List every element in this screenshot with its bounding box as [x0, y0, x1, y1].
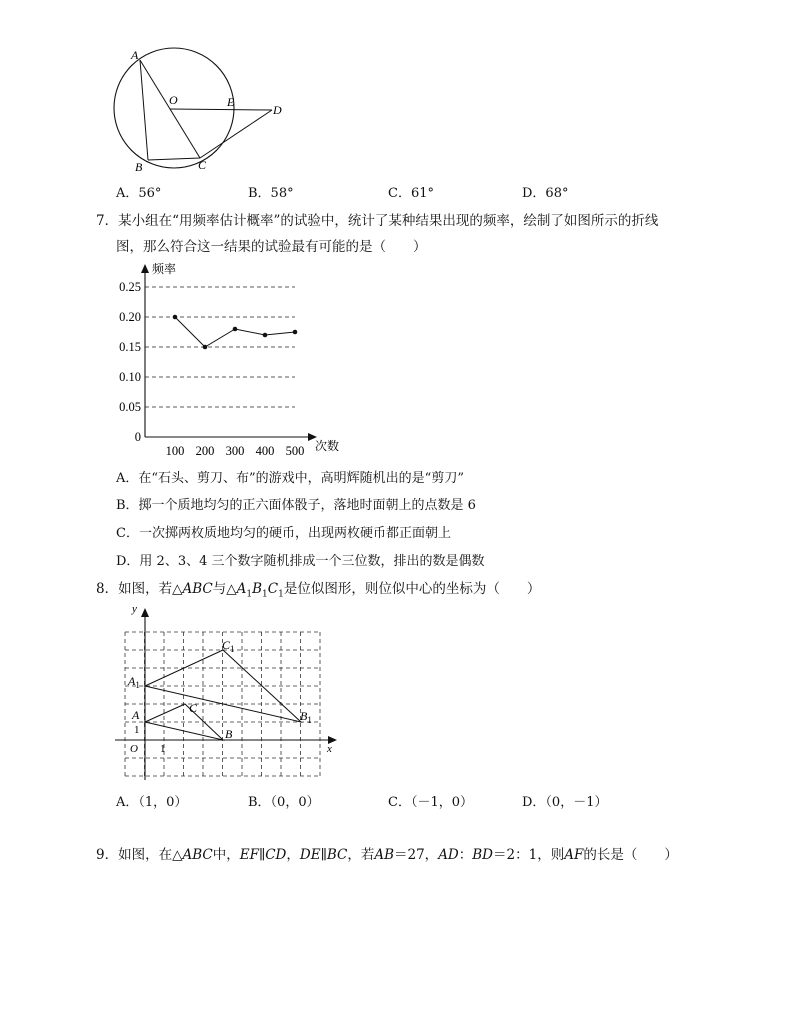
data-point [173, 315, 178, 320]
data-point [263, 333, 268, 338]
y-tick-label: 0.15 [119, 340, 141, 354]
label-one-x: 1 [160, 743, 166, 755]
label-a1: $A_1$ [128, 674, 140, 690]
label-b: B [135, 160, 143, 174]
label-a: A [132, 708, 140, 722]
q6-option-a: A．56° [116, 186, 162, 201]
q7-option-a: A．在“石头、剪刀、布”的游戏中，高明辉随机出的是“剪刀” [116, 471, 464, 486]
segment-oe [170, 109, 272, 110]
q7-stem-line2: 图，那么符合这一结果的试验最有可能的是（ ） [116, 239, 427, 255]
segment-bc [148, 158, 200, 160]
homothety-grid-figure [115, 600, 345, 785]
circle-figure [100, 40, 300, 175]
q8-y-arrow [141, 608, 149, 617]
label-c: C [198, 158, 207, 172]
circle-o [114, 48, 234, 168]
q6-option-c: C．61° [388, 186, 434, 201]
y-tick-label: 0.10 [119, 370, 141, 384]
x-tick-label: 400 [255, 444, 275, 458]
y-axis-arrow [141, 264, 149, 273]
x-axis-label: 次数 [315, 439, 340, 453]
y-tick-label: 0 [134, 430, 141, 444]
data-point [293, 330, 298, 335]
label-b: B [225, 727, 233, 741]
x-tick-label: 100 [165, 444, 185, 458]
q8-option-d: D．（0，－1） [522, 795, 608, 810]
q8-option-c: C．（－1，0） [388, 795, 473, 810]
y-tick-label: 0.20 [119, 310, 141, 324]
series-line [175, 317, 295, 347]
label-origin: O [130, 743, 138, 755]
label-c: C [189, 701, 198, 715]
q6-option-d: D．68° [522, 186, 569, 201]
label-one: 1 [134, 724, 140, 736]
label-d: D [273, 103, 282, 117]
frequency-line-chart [100, 255, 350, 460]
label-x: x [327, 743, 332, 755]
data-point [203, 345, 208, 350]
label-c1: $C_1$ [222, 638, 235, 654]
y-tick-label: 0.05 [119, 400, 141, 414]
q8-option-a: A．（1，0） [116, 795, 188, 810]
q8-stem: 8．如图，若△ABC与$\triangle A_1B_1C_1$是位似图形，则位似中心的坐标为（ ） [96, 581, 541, 600]
x-tick-label: 300 [225, 444, 245, 458]
q9-stem: 9．如图，在△ABC中，EF∥CD，DE∥BC，若AB＝27，AD：BD＝2：1，则AF的长是（ ） [96, 847, 678, 863]
q7-option-c: C．一次掷两枚质地均匀的硬币，出现两枚硬币都正面朝上 [116, 526, 451, 541]
y-tick-label: 0.25 [119, 280, 141, 294]
q6-option-b: B．58° [248, 186, 294, 201]
x-tick-label: 200 [195, 444, 215, 458]
x-tick-label: 500 [285, 444, 305, 458]
q7-option-d: D．用 2、3、4 三个数字随机排成一个三位数，排出的数是偶数 [116, 554, 485, 569]
data-point [233, 327, 238, 332]
label-e: E [227, 95, 235, 109]
label-a: A [131, 48, 139, 62]
label-y: y [132, 603, 137, 615]
q7-option-b: B．掷一个质地均匀的正六面体骰子，落地时面朝上的点数是 6 [116, 498, 476, 513]
label-o: O [169, 93, 178, 107]
y-axis-label: 频率 [152, 262, 177, 276]
q8-option-b: B．（0，0） [248, 795, 320, 810]
segment-ab [140, 60, 148, 160]
segment-cd [200, 110, 272, 158]
q7-stem-line1: 7．某小组在“用频率估计概率”的试验中，统计了某种结果出现的频率，绘制了如图所示的折线 [96, 213, 659, 229]
label-b1: $B_1$ [300, 709, 312, 725]
